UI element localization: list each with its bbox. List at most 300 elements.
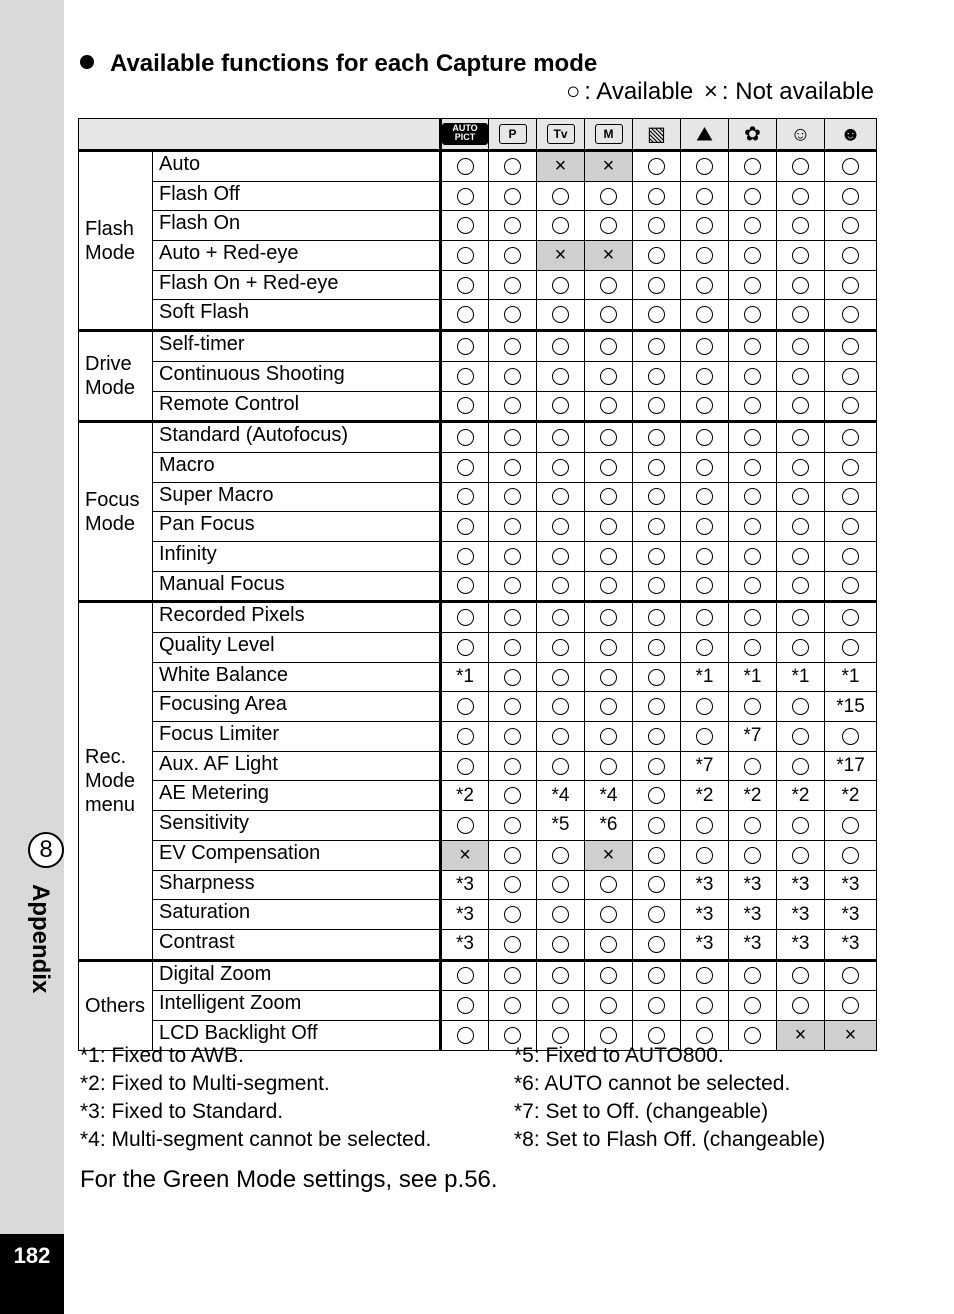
available-icon xyxy=(504,397,521,414)
available-icon xyxy=(744,247,761,264)
available-cell xyxy=(585,662,633,692)
function-label: EV Compensation xyxy=(153,840,441,870)
footnote-ref-cell: *3 xyxy=(441,870,489,900)
page-number: 182 xyxy=(0,1234,64,1314)
available-cell xyxy=(537,422,585,453)
available-icon xyxy=(792,518,809,535)
available-cell xyxy=(585,960,633,991)
available-icon xyxy=(600,639,617,656)
available-cell xyxy=(489,781,537,811)
available-icon xyxy=(842,188,859,205)
available-icon xyxy=(842,429,859,446)
available-cell xyxy=(681,602,729,633)
available-cell xyxy=(777,602,825,633)
available-cell xyxy=(825,960,877,991)
available-icon xyxy=(600,188,617,205)
available-icon xyxy=(696,817,713,834)
available-cell xyxy=(441,151,489,182)
table-row xyxy=(79,482,877,512)
available-cell xyxy=(633,633,681,663)
table-row xyxy=(79,929,877,960)
available-icon xyxy=(696,277,713,294)
available-cell xyxy=(633,900,681,930)
available-icon xyxy=(457,577,474,594)
available-cell xyxy=(585,722,633,752)
footnote-ref-cell: *1 xyxy=(825,662,877,692)
available-cell xyxy=(489,241,537,271)
available-icon xyxy=(648,397,665,414)
available-icon xyxy=(457,997,474,1014)
available-icon xyxy=(648,577,665,594)
footnote-ref-cell: *15 xyxy=(825,692,877,722)
available-icon xyxy=(552,306,569,323)
available-cell xyxy=(777,181,825,211)
available-cell xyxy=(585,482,633,512)
available-cell xyxy=(633,482,681,512)
available-cell xyxy=(777,512,825,542)
available-cell xyxy=(681,811,729,841)
available-cell xyxy=(489,840,537,870)
footnotes-left xyxy=(80,1042,431,1154)
available-icon xyxy=(552,429,569,446)
available-icon xyxy=(792,158,809,175)
available-icon xyxy=(504,459,521,476)
available-icon xyxy=(744,639,761,656)
footnote-ref-cell: *2 xyxy=(681,781,729,811)
available-cell xyxy=(441,270,489,300)
available-icon xyxy=(744,609,761,626)
available-cell xyxy=(633,751,681,781)
available-cell xyxy=(585,692,633,722)
available-icon xyxy=(744,518,761,535)
function-label: White Balance xyxy=(153,662,441,692)
available-icon xyxy=(792,188,809,205)
available-icon xyxy=(792,847,809,864)
available-icon xyxy=(600,698,617,715)
available-icon xyxy=(457,728,474,745)
function-label: Saturation xyxy=(153,900,441,930)
available-icon: ○ xyxy=(566,78,581,105)
available-icon xyxy=(648,669,665,686)
mode-header-6 xyxy=(729,119,777,151)
footnote-ref-cell: *3 xyxy=(777,929,825,960)
available-icon xyxy=(600,906,617,923)
available-cell xyxy=(489,211,537,241)
available-icon xyxy=(696,188,713,205)
available-cell xyxy=(681,300,729,331)
available-icon xyxy=(504,306,521,323)
available-icon xyxy=(552,876,569,893)
available-cell xyxy=(489,692,537,722)
available-icon xyxy=(504,967,521,984)
available-cell xyxy=(777,241,825,271)
footnote-ref-cell: *2 xyxy=(777,781,825,811)
function-label: Flash On + Red-eye xyxy=(153,270,441,300)
available-icon xyxy=(842,338,859,355)
table-row xyxy=(79,151,877,182)
footnotes-right xyxy=(514,1042,825,1154)
available-icon xyxy=(744,277,761,294)
footnote-ref-cell: *4 xyxy=(537,781,585,811)
available-cell xyxy=(441,482,489,512)
available-icon xyxy=(744,429,761,446)
available-cell xyxy=(633,181,681,211)
available-icon xyxy=(792,488,809,505)
available-cell xyxy=(729,633,777,663)
footnote: *8: Set to Flash Off. (changeable) xyxy=(514,1128,826,1151)
available-cell xyxy=(681,512,729,542)
portrait-icon: ☺ xyxy=(790,123,811,146)
available-cell xyxy=(633,211,681,241)
available-icon xyxy=(842,397,859,414)
mode-header-5 xyxy=(681,119,729,151)
available-cell xyxy=(441,571,489,602)
function-label: Flash On xyxy=(153,211,441,241)
available-icon xyxy=(792,277,809,294)
available-cell xyxy=(825,241,877,271)
function-label: Macro xyxy=(153,452,441,482)
available-cell xyxy=(489,422,537,453)
available-cell xyxy=(681,991,729,1021)
table-row xyxy=(79,331,877,362)
available-icon xyxy=(696,217,713,234)
available-cell xyxy=(489,722,537,752)
not-available-icon: × xyxy=(554,244,567,267)
available-cell xyxy=(537,452,585,482)
available-cell xyxy=(633,929,681,960)
available-cell xyxy=(585,541,633,571)
not-available-label: : Not available xyxy=(721,78,874,105)
footnote: *5: Fixed to AUTO800. xyxy=(514,1044,724,1067)
available-icon xyxy=(457,397,474,414)
available-icon xyxy=(504,639,521,656)
group-label: Others xyxy=(79,960,153,1050)
footnote-ref-cell: *3 xyxy=(825,900,877,930)
available-icon xyxy=(457,217,474,234)
available-cell xyxy=(489,391,537,422)
not-available-cell xyxy=(585,840,633,870)
function-label: Manual Focus xyxy=(153,571,441,602)
available-cell xyxy=(489,452,537,482)
available-icon xyxy=(600,669,617,686)
available-cell xyxy=(633,840,681,870)
available-icon xyxy=(648,906,665,923)
available-cell xyxy=(729,452,777,482)
table-row xyxy=(79,181,877,211)
function-label: Flash Off xyxy=(153,181,441,211)
available-icon xyxy=(648,188,665,205)
available-cell xyxy=(441,452,489,482)
available-cell xyxy=(777,751,825,781)
table-row xyxy=(79,991,877,1021)
available-icon xyxy=(792,698,809,715)
footnote: *1: Fixed to AWB. xyxy=(80,1044,244,1067)
available-cell xyxy=(777,692,825,722)
available-cell xyxy=(441,541,489,571)
function-label: Pan Focus xyxy=(153,512,441,542)
available-icon xyxy=(457,548,474,565)
available-cell xyxy=(777,960,825,991)
available-cell xyxy=(537,900,585,930)
available-icon xyxy=(842,518,859,535)
available-icon xyxy=(457,518,474,535)
available-icon xyxy=(842,577,859,594)
available-icon xyxy=(792,247,809,264)
available-icon xyxy=(648,368,665,385)
available-cell xyxy=(537,300,585,331)
available-icon xyxy=(504,429,521,446)
not-available-icon: × xyxy=(703,78,718,105)
available-icon xyxy=(696,518,713,535)
available-cell xyxy=(489,960,537,991)
available-icon xyxy=(696,997,713,1014)
available-cell xyxy=(585,571,633,602)
footer-note: For the Green Mode settings, see p.56. xyxy=(80,1166,498,1193)
available-cell xyxy=(825,391,877,422)
available-cell xyxy=(777,991,825,1021)
available-icon xyxy=(696,429,713,446)
available-cell xyxy=(681,181,729,211)
group-label: Rec. Mode menu xyxy=(79,602,153,960)
available-cell xyxy=(681,960,729,991)
available-cell xyxy=(825,300,877,331)
available-icon xyxy=(457,639,474,656)
available-cell xyxy=(633,361,681,391)
available-icon xyxy=(696,158,713,175)
available-icon xyxy=(744,847,761,864)
footnote: *3: Fixed to Standard. xyxy=(80,1100,284,1123)
table-row xyxy=(79,512,877,542)
function-label: Standard (Autofocus) xyxy=(153,422,441,453)
function-label: Self-timer xyxy=(153,331,441,362)
available-icon xyxy=(600,758,617,775)
available-icon xyxy=(792,609,809,626)
available-cell xyxy=(729,751,777,781)
available-icon xyxy=(457,459,474,476)
table-header-row xyxy=(79,119,877,151)
available-cell xyxy=(729,181,777,211)
available-icon xyxy=(648,306,665,323)
available-cell xyxy=(729,151,777,182)
footnote-ref-cell: *4 xyxy=(585,781,633,811)
available-icon xyxy=(648,758,665,775)
available-cell xyxy=(537,960,585,991)
available-icon xyxy=(600,577,617,594)
available-cell xyxy=(537,929,585,960)
available-cell xyxy=(825,571,877,602)
available-cell xyxy=(537,991,585,1021)
available-icon xyxy=(504,936,521,953)
mode-header-4 xyxy=(633,119,681,151)
available-icon xyxy=(842,548,859,565)
footnote-ref-cell: *1 xyxy=(777,662,825,692)
available-icon xyxy=(648,787,665,804)
available-icon xyxy=(600,459,617,476)
table-row xyxy=(79,840,877,870)
available-cell xyxy=(441,361,489,391)
available-icon xyxy=(648,518,665,535)
available-cell xyxy=(441,692,489,722)
available-icon xyxy=(552,669,569,686)
available-cell xyxy=(537,722,585,752)
footnote-ref-cell: *17 xyxy=(825,751,877,781)
available-cell xyxy=(633,571,681,602)
footnote-ref-cell: *3 xyxy=(825,870,877,900)
available-icon xyxy=(600,609,617,626)
table-row xyxy=(79,781,877,811)
function-label: Intelligent Zoom xyxy=(153,991,441,1021)
available-icon xyxy=(457,188,474,205)
table-row xyxy=(79,811,877,841)
available-cell xyxy=(489,929,537,960)
available-cell xyxy=(489,571,537,602)
available-cell xyxy=(441,331,489,362)
available-icon xyxy=(600,967,617,984)
available-icon xyxy=(600,429,617,446)
available-cell xyxy=(681,633,729,663)
available-icon xyxy=(792,459,809,476)
available-cell xyxy=(633,811,681,841)
available-icon xyxy=(696,577,713,594)
available-cell xyxy=(537,331,585,362)
available-cell xyxy=(441,751,489,781)
available-cell xyxy=(681,361,729,391)
available-cell xyxy=(585,602,633,633)
available-icon xyxy=(457,158,474,175)
available-cell xyxy=(825,270,877,300)
table-row xyxy=(79,870,877,900)
available-cell xyxy=(585,512,633,542)
footnote-ref-cell: *1 xyxy=(729,662,777,692)
available-icon xyxy=(457,277,474,294)
available-icon xyxy=(842,277,859,294)
available-cell xyxy=(729,811,777,841)
not-available-icon: × xyxy=(602,244,615,267)
available-icon xyxy=(504,338,521,355)
available-icon xyxy=(457,306,474,323)
available-cell xyxy=(681,241,729,271)
footnote-ref-cell: *3 xyxy=(441,900,489,930)
available-cell xyxy=(585,991,633,1021)
available-icon xyxy=(744,967,761,984)
available-icon xyxy=(792,397,809,414)
available-icon xyxy=(648,936,665,953)
available-icon xyxy=(552,518,569,535)
available-icon xyxy=(696,247,713,264)
available-icon xyxy=(504,217,521,234)
available-cell xyxy=(585,391,633,422)
available-cell xyxy=(633,331,681,362)
available-icon xyxy=(552,609,569,626)
available-icon xyxy=(504,368,521,385)
available-cell xyxy=(537,633,585,663)
available-icon xyxy=(792,967,809,984)
footnote-ref-cell: *3 xyxy=(729,929,777,960)
not-available-icon: × xyxy=(602,155,615,178)
available-cell xyxy=(537,571,585,602)
available-icon xyxy=(792,997,809,1014)
available-cell xyxy=(633,722,681,752)
function-label: Recorded Pixels xyxy=(153,602,441,633)
available-icon xyxy=(552,758,569,775)
available-icon xyxy=(552,728,569,745)
available-cell xyxy=(729,960,777,991)
available-cell xyxy=(825,602,877,633)
footnote-ref-cell: *7 xyxy=(729,722,777,752)
available-icon xyxy=(504,728,521,745)
available-icon xyxy=(552,847,569,864)
available-cell xyxy=(489,751,537,781)
flower-icon: ✿ xyxy=(744,123,761,146)
group-label: Drive Mode xyxy=(79,331,153,422)
function-label: Quality Level xyxy=(153,633,441,663)
footnote-ref-cell: *1 xyxy=(681,662,729,692)
footnote-ref-cell: *3 xyxy=(441,929,489,960)
available-cell xyxy=(585,270,633,300)
auto-picture-icon: AUTO PICT xyxy=(442,123,488,145)
available-cell xyxy=(633,300,681,331)
available-icon xyxy=(504,277,521,294)
table-row xyxy=(79,452,877,482)
available-cell xyxy=(585,181,633,211)
available-icon xyxy=(552,698,569,715)
footnote-ref-cell: *2 xyxy=(729,781,777,811)
footnote-ref-cell: *7 xyxy=(681,751,729,781)
available-icon xyxy=(792,548,809,565)
available-cell xyxy=(633,541,681,571)
available-cell xyxy=(681,840,729,870)
available-icon xyxy=(504,548,521,565)
available-icon xyxy=(792,639,809,656)
available-cell xyxy=(777,211,825,241)
available-cell xyxy=(729,331,777,362)
available-icon xyxy=(504,158,521,175)
available-cell xyxy=(537,541,585,571)
footnote-ref-cell: *2 xyxy=(441,781,489,811)
not-available-cell xyxy=(537,241,585,271)
table-row xyxy=(79,662,877,692)
available-cell xyxy=(633,391,681,422)
group-label: Flash Mode xyxy=(79,151,153,331)
available-icon xyxy=(744,217,761,234)
available-icon xyxy=(648,997,665,1014)
available-icon xyxy=(842,997,859,1014)
available-icon xyxy=(648,698,665,715)
available-icon xyxy=(600,368,617,385)
function-label: Auto + Red-eye xyxy=(153,241,441,271)
table-row xyxy=(79,541,877,571)
available-icon xyxy=(457,967,474,984)
available-cell xyxy=(777,270,825,300)
available-icon xyxy=(552,368,569,385)
table-row xyxy=(79,900,877,930)
available-icon xyxy=(842,459,859,476)
available-cell xyxy=(729,211,777,241)
available-icon xyxy=(504,817,521,834)
available-icon xyxy=(600,397,617,414)
available-cell xyxy=(537,602,585,633)
available-cell xyxy=(489,870,537,900)
available-icon xyxy=(648,247,665,264)
available-cell xyxy=(489,482,537,512)
available-icon xyxy=(457,817,474,834)
table-row xyxy=(79,722,877,752)
available-cell xyxy=(441,211,489,241)
available-icon xyxy=(600,488,617,505)
table-row xyxy=(79,422,877,453)
available-cell xyxy=(825,512,877,542)
available-cell xyxy=(633,422,681,453)
